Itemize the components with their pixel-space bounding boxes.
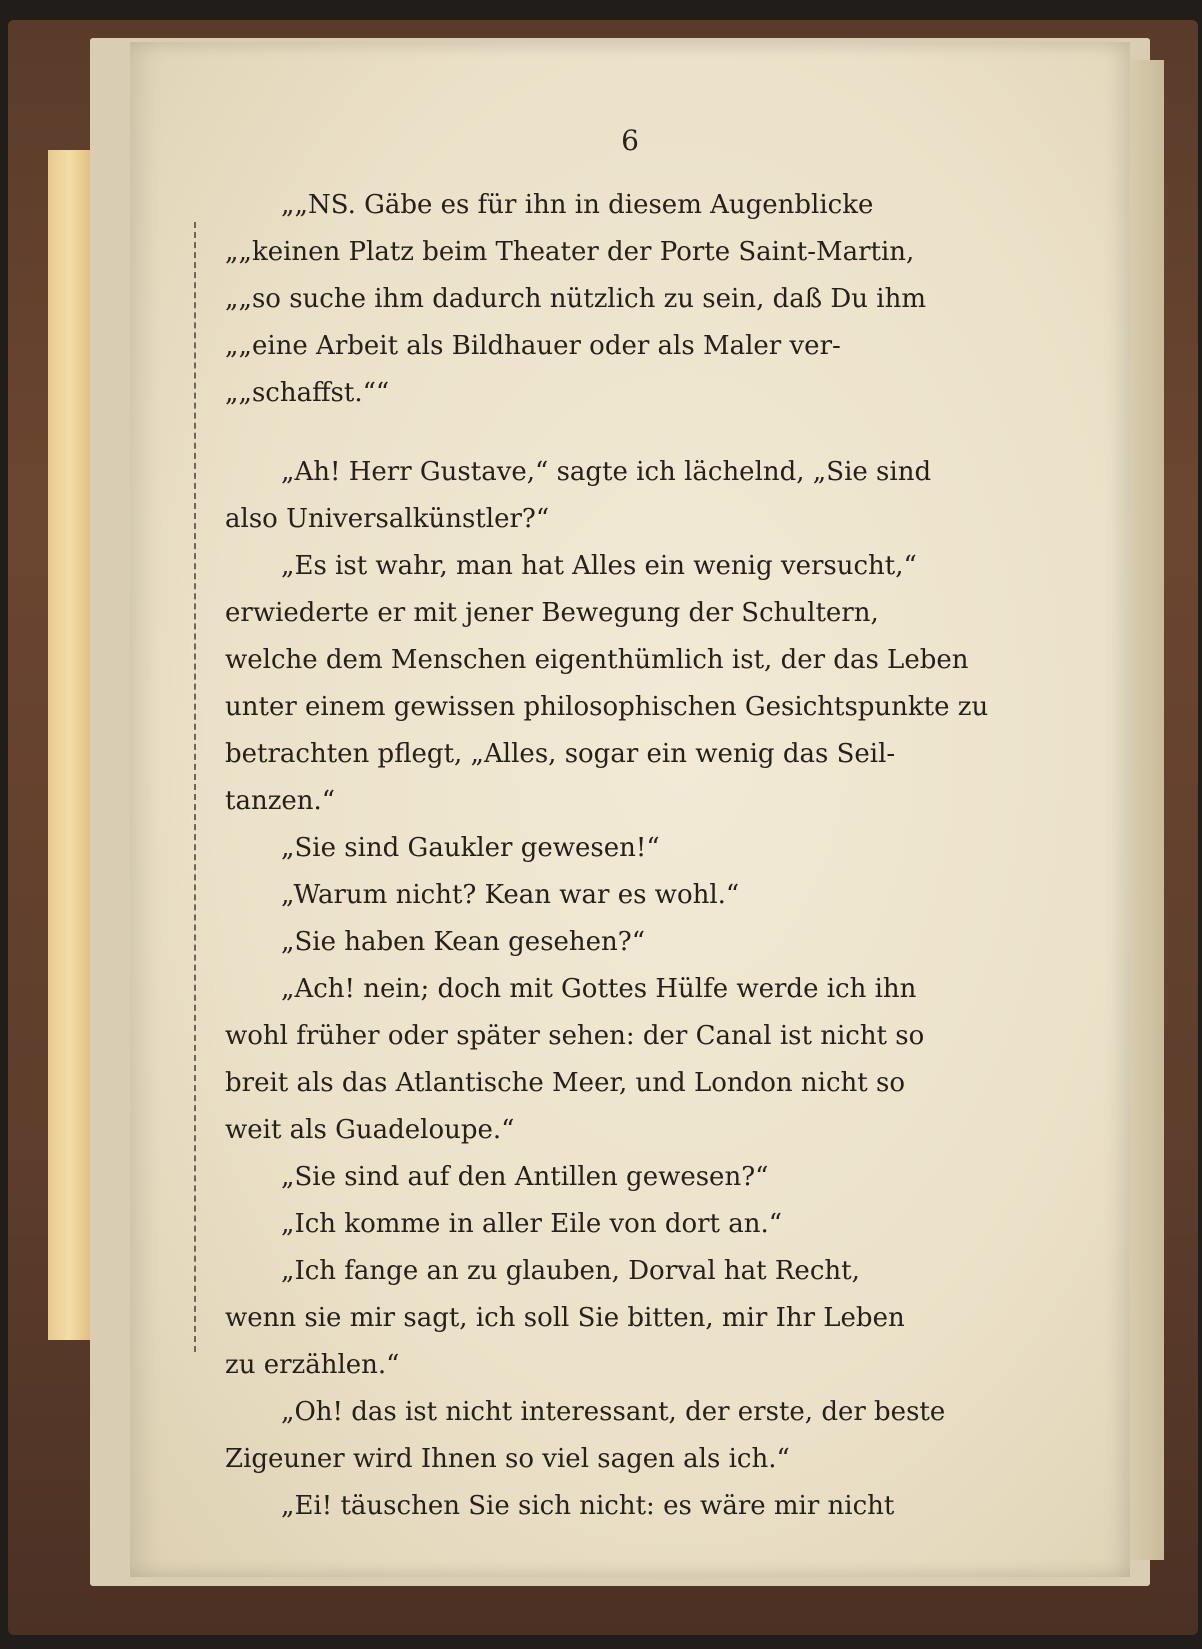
text-line: „Ich komme in aller Eile von dort an.“ [281,1209,783,1239]
facing-page-edge [1130,60,1164,1560]
page-number: 6 [621,124,639,157]
paragraph-gap [225,417,1065,449]
text-line: „Sie sind Gaukler gewesen!“ [281,833,660,863]
text-line: wohl früher oder später sehen: der Canal ist nicht so [225,1021,925,1051]
text-line: weit als Guadeloupe.“ [225,1115,515,1145]
text-line: „Ah! Herr Gustave,“ sagte ich lächelnd, „Sie sind [281,457,932,487]
text-line: Zigeuner wird Ihnen so viel sagen als ich.“ [225,1444,790,1474]
text-line: „„NS. Gäbe es für ihn in diesem Augenblicke [281,190,874,220]
text-line: „Ich fange an zu glauben, Dorval hat Recht, [281,1256,860,1286]
text-line: „Ach! nein; doch mit Gottes Hülfe werde ich ihn [281,974,917,1004]
text-line: „„eine Arbeit als Bildhauer oder als Maler ver- [225,331,841,361]
text-line: wenn sie mir sagt, ich soll Sie bitten, mir Ihr Leben [225,1303,905,1333]
text-line: „Warum nicht? Kean war es wohl.“ [281,880,740,910]
text-line: „Ei! täuschen Sie sich nicht: es wäre mir nicht [281,1491,895,1521]
text-line: „Sie haben Kean gesehen?“ [281,927,646,957]
text-line: also Universalkünstler?“ [225,504,550,534]
binding-stitch [194,222,198,1352]
text-line: zu erzählen.“ [225,1350,400,1380]
text-line: tanzen.“ [225,786,336,816]
text-line: „„schaffst.““ [225,378,390,408]
text-line: „Es ist wahr, man hat Alles ein wenig versucht,“ [281,551,917,581]
text-line: „„keinen Platz beim Theater der Porte Saint-Martin, [225,237,915,267]
cover-paper-strip [48,150,90,1340]
text-line: „Sie sind auf den Antillen gewesen?“ [281,1162,769,1192]
text-line: unter einem gewissen philosophischen Gesichtspunkte zu [225,692,989,722]
book-page [130,42,1130,1577]
text-line: „„so suche ihm dadurch nützlich zu sein, daß Du ihm [225,284,926,314]
text-line: breit als das Atlantische Meer, und London nicht so [225,1068,905,1098]
text-line: „Oh! das ist nicht interessant, der erste, der beste [281,1397,946,1427]
text-line: betrachten pflegt, „Alles, sogar ein wenig das Seil- [225,739,896,769]
text-line: erwiederte er mit jener Bewegung der Schultern, [225,598,879,628]
text-line: welche dem Menschen eigenthümlich ist, der das Leben [225,645,969,675]
page-text-body [225,182,1065,1530]
